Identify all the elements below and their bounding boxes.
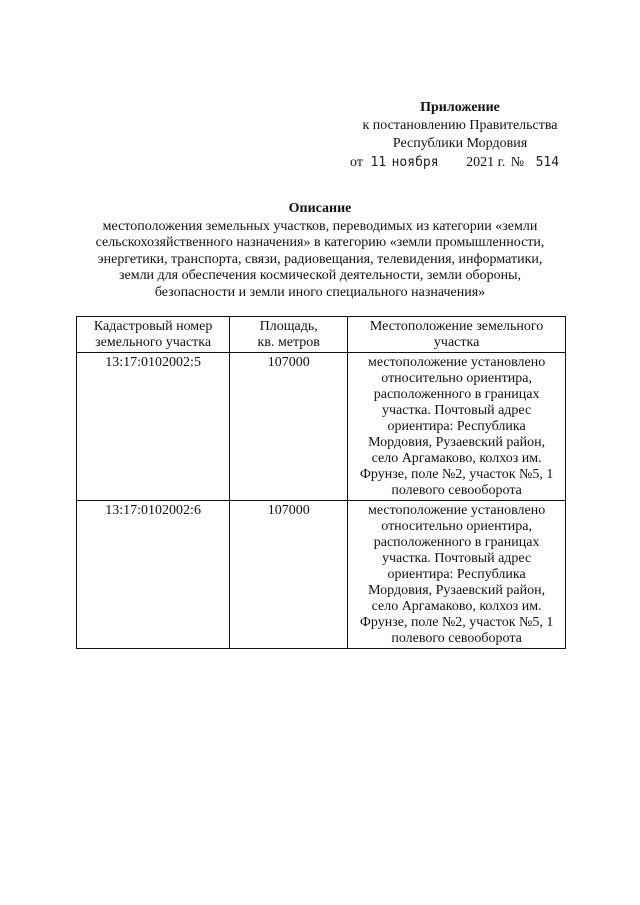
location-line: относительно ориентира, — [381, 371, 532, 386]
cell-cadastral-number: 13:17:0102002:5 — [77, 353, 230, 501]
location-line: Фрунзе, поле №2, участок №5, 1 — [359, 467, 554, 482]
cell-location — [348, 501, 566, 649]
location-line: ориентира: Республика — [387, 567, 526, 582]
description-block — [60, 201, 580, 301]
description-line: энергетики, транспорта, связи, радиовещания, телевидения, информатики, — [97, 251, 543, 267]
description-title: Описание — [288, 201, 352, 216]
header-line: земельного участка — [95, 335, 212, 350]
appendix-block — [330, 99, 590, 172]
resolution-month: ноября — [391, 155, 439, 170]
location-line: участка. Почтовый адрес — [381, 403, 532, 418]
header-line: Местоположение земельного — [369, 319, 544, 334]
header-line: Площадь, — [259, 319, 318, 334]
location-line: Мордовия, Рузаевский район, — [368, 435, 546, 450]
header-line: Кадастровый номер — [93, 319, 213, 334]
location-line: Фрунзе, поле №2, участок №5, 1 — [359, 615, 554, 630]
date-prefix: от — [350, 155, 363, 170]
number-sign: № — [510, 155, 525, 170]
description-line: местоположения земельных участков, переводимых из категории «земли — [102, 218, 538, 234]
resolution-day: 11 — [370, 155, 387, 170]
appendix-line-2: Республики Мордовия — [392, 136, 528, 151]
table-row — [77, 501, 566, 649]
description-line: сельскохозяйственного назначения» в категорию «земли промышленности, — [95, 235, 545, 250]
header-line: участка — [433, 335, 480, 350]
header-line: кв. метров — [257, 335, 320, 350]
resolution-year: 2021 г. — [466, 155, 506, 170]
location-line: село Аргамаково, колхоз им. — [371, 599, 542, 614]
cell-location — [348, 353, 566, 501]
header-area — [230, 317, 348, 353]
location-line: полевого севооборота — [391, 631, 522, 646]
location-line: полевого севооборота — [391, 483, 522, 498]
resolution-number: 514 — [535, 155, 560, 170]
location-line: расположенного в границах — [373, 535, 540, 550]
location-line: относительно ориентира, — [381, 519, 532, 534]
cell-area: 107000 — [230, 353, 348, 501]
location-line: местоположение установлено — [367, 355, 546, 370]
appendix-line-1: к постановлению Правительства — [362, 118, 558, 133]
resolution-date-line — [330, 154, 590, 172]
location-line: ориентира: Республика — [387, 419, 526, 434]
location-line: расположенного в границах — [373, 387, 540, 402]
cell-area: 107000 — [230, 501, 348, 649]
appendix-title: Приложение — [420, 100, 500, 115]
location-line: село Аргамаково, колхоз им. — [371, 451, 542, 466]
description-line: безопасности и земли иного специального назначения» — [154, 284, 486, 300]
land-plots-table — [76, 316, 566, 649]
table-row — [77, 353, 566, 501]
cell-cadastral-number: 13:17:0102002:6 — [77, 501, 230, 649]
header-location — [348, 317, 566, 353]
description-line: земли для обеспечения космической деятельности, земли обороны, — [118, 268, 522, 283]
location-line: участка. Почтовый адрес — [381, 551, 532, 566]
table-header-row — [77, 317, 566, 353]
header-cadastral-number — [77, 317, 230, 353]
location-line: Мордовия, Рузаевский район, — [368, 583, 546, 598]
location-line: местоположение установлено — [367, 503, 546, 518]
